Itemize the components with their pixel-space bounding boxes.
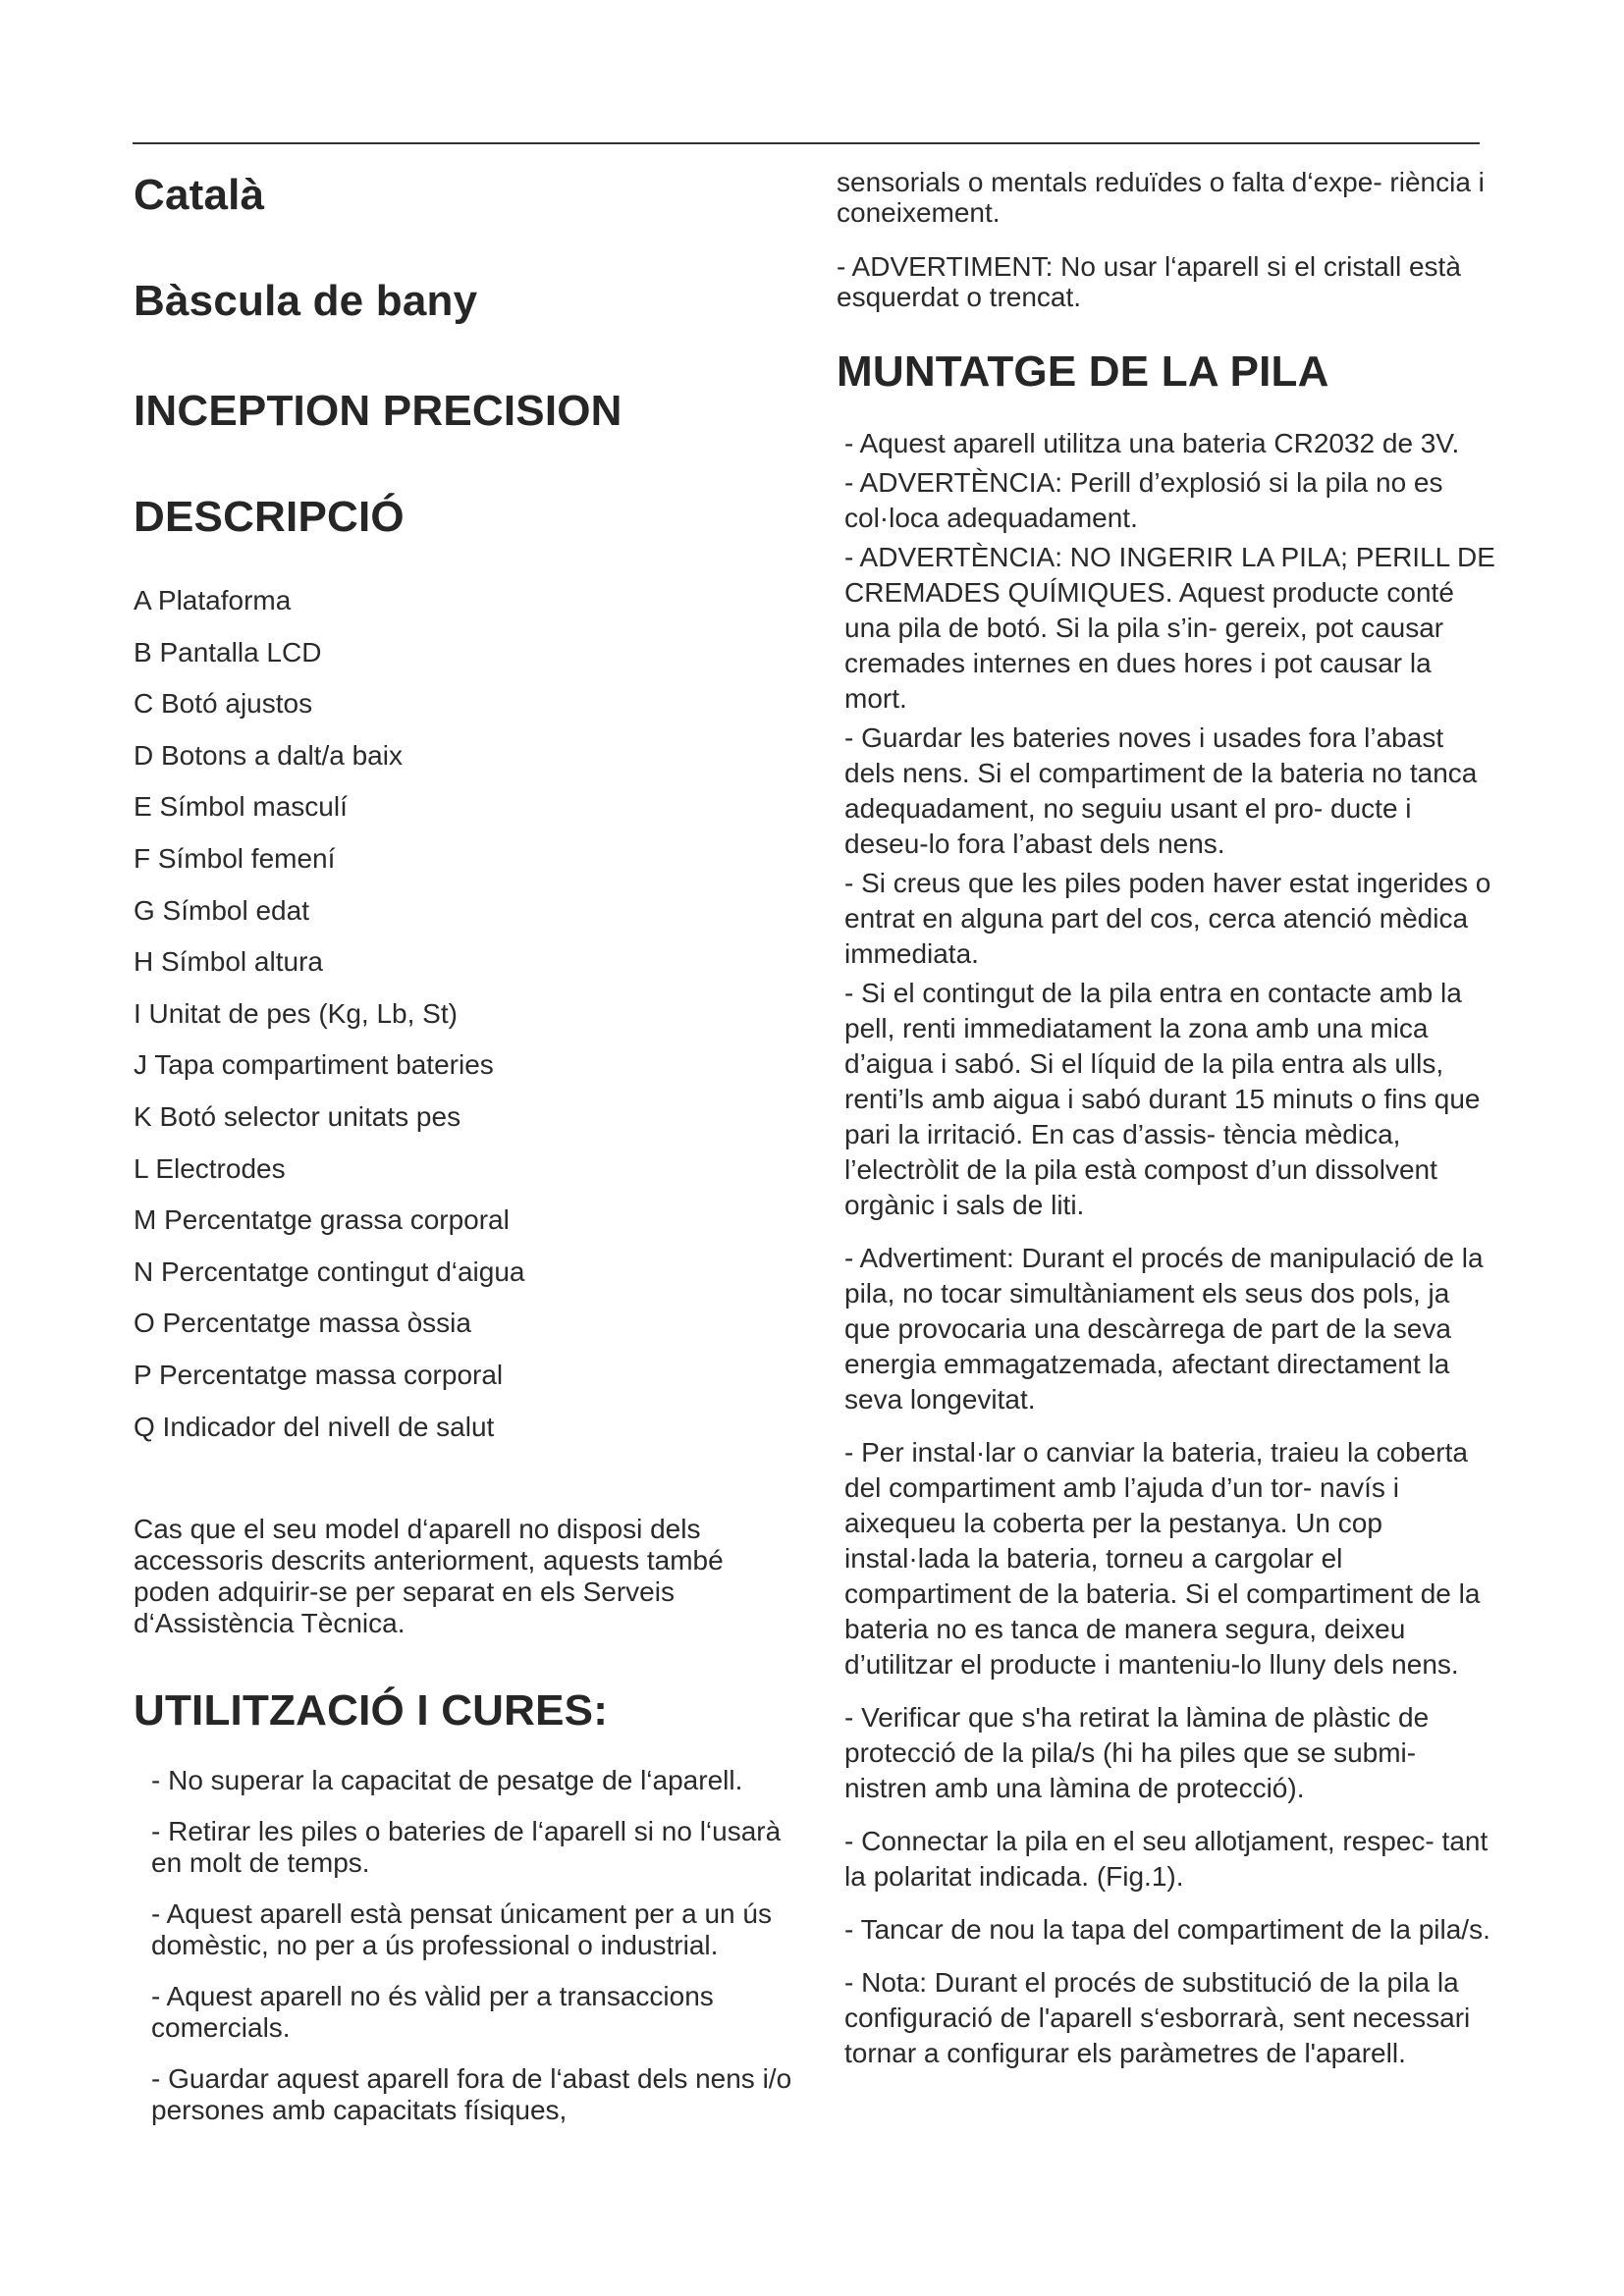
usage-item: - No superar la capacitat de pesatge de l‘aparell.	[151, 1765, 743, 1796]
part-item: Q Indicador del nivell de salut	[134, 1411, 495, 1442]
part-item: B Pantalla LCD	[134, 636, 322, 667]
battery-item: - Tancar de nou la tapa del compartiment de la pila/s.	[844, 1914, 1490, 1945]
battery-item: - Verificar que s'ha retirat la làmina de plàstic de protecció de la pila/s (hi ha piles que se submi- nistren amb una làmina de protecció).	[844, 1702, 1430, 1803]
language-heading: Català	[134, 171, 265, 219]
left-column	[134, 167, 801, 2146]
part-item: A Plataforma	[134, 585, 292, 615]
part-item: I Unitat de pes (Kg, Lb, St)	[134, 997, 458, 1029]
part-item: N Percentatge contingut d‘aigua	[134, 1255, 525, 1287]
part-item: P Percentatge massa corporal	[134, 1359, 504, 1390]
product-type-heading: Bàscula de bany	[134, 277, 478, 325]
top-divider	[133, 142, 1480, 144]
usage-item: - Guardar aquest aparell fora de l‘abast dels nens i/o persones amb capacitats físiques,	[151, 2063, 792, 2126]
part-item: L Electrodes	[134, 1152, 286, 1184]
battery-item: - ADVERTÈNCIA: NO INGERIR LA PILA; PERILL DE CREMADES QUÍMIQUES. Aquest producte conté una pila de botó. Si la pila s’in- gereix, pot causar cremades internes en dues hores i pot causar la mort.	[844, 542, 1495, 714]
part-item: H Símbol altura	[134, 946, 323, 978]
part-item: E Símbol masculí	[134, 791, 348, 823]
usage-heading: UTILITZACIÓ I CURES:	[134, 1686, 609, 1735]
battery-item: - Aquest aparell utilitza una bateria CR2032 de 3V.	[844, 428, 1460, 458]
usage-item: - Aquest aparell està pensat únicament per a un ús domèstic, no per a ús professional o industrial.	[151, 1898, 772, 1961]
part-item: K Botó selector unitats pes	[134, 1100, 461, 1132]
battery-item: - Si el contingut de la pila entra en contacte amb la pell, renti immediatament la zona amb una mica d’aigua i sabó. Si el líquid de la pila entra als ulls, renti’ls amb aigua i sabó durant 15 minuts o fins que pari la irritació. En cas d’assis- tència mèdica, l’electròlit de la pila està compost d’un dissolvent orgànic i sals de liti.	[844, 978, 1481, 1220]
battery-item: - Connectar la pila en el seu allotjament, respec- tant la polaritat indicada. (Fig.1).	[844, 1826, 1489, 1892]
battery-item: - Nota: Durant el procés de substitució de la pila la configuració de l'aparell s‘esborrarà, sent necessari tornar a configurar els paràmetres de l'aparell.	[844, 1967, 1471, 2068]
part-item: D Botons a dalt/a baix	[134, 739, 403, 771]
right-column	[837, 167, 1500, 2075]
description-heading: DESCRIPCIÓ	[134, 493, 405, 541]
battery-item: - Si creus que les piles poden haver estat ingerides o entrat en alguna part del cos, cerca atenció mèdica immediata.	[844, 868, 1491, 969]
model-heading: INCEPTION PRECISION	[134, 387, 623, 435]
battery-heading: MUNTATGE DE LA PILA	[837, 347, 1329, 396]
part-item: G Símbol edat	[134, 894, 309, 926]
usage-item: - Aquest aparell no és vàlid per a transaccions comercials.	[151, 1981, 714, 2044]
battery-item: - ADVERTÈNCIA: Perill d’explosió si la pila no es col·loca adequadament.	[844, 467, 1443, 533]
battery-item: - Per instal·lar o canviar la bateria, traieu la coberta del compartiment amb l’ajuda d’un tor- navís i aixequeu la coberta per la pestanya. Un cop instal·lada la bateria, torneu a cargolar el compartiment de la bateria. Si el compartiment de la bateria no es tanca de manera segura, deixeu d’utilitzar el producte i manteniu-lo lluny dels nens.	[844, 1437, 1481, 1680]
accessories-note: Cas que el seu model d‘aparell no disposi dels accessoris descrits anteriorment, aquests també poden adquirir-se per separat en els Serveis d‘Assistència Tècnica.	[134, 1514, 724, 1639]
parts-list	[134, 575, 801, 1453]
part-item: C Botó ajustos	[134, 688, 313, 720]
usage-item: - ADVERTIMENT: No usar l‘aparell si el cristall està esquerdat o trencat.	[837, 251, 1461, 312]
usage-item: - Retirar les piles o bateries de l‘aparell si no l‘usarà en molt de temps.	[151, 1816, 782, 1879]
part-item: O Percentatge massa òssia	[134, 1308, 471, 1339]
battery-item: - Guardar les bateries noves i usades fora l’abast dels nens. Si el compartiment de la bateria no tanca adequadament, no seguiu usant el pro- ducte i deseu-lo fora l’abast dels nens.	[844, 722, 1478, 859]
part-item: M Percentatge grassa corporal	[134, 1204, 510, 1236]
part-item: J Tapa compartiment bateries	[134, 1049, 494, 1081]
part-item: F Símbol femení	[134, 842, 336, 874]
usage-continued: sensorials o mentals reduïdes o falta d‘expe- riència i coneixement.	[837, 167, 1485, 228]
battery-item: - Advertiment: Durant el procés de manipulació de la pila, no tocar simultàniament els seus dos pols, ja que provocaria una descàrrega de part de la seva energia emmagatzemada, afectant directament la seva longevitat.	[844, 1243, 1484, 1415]
